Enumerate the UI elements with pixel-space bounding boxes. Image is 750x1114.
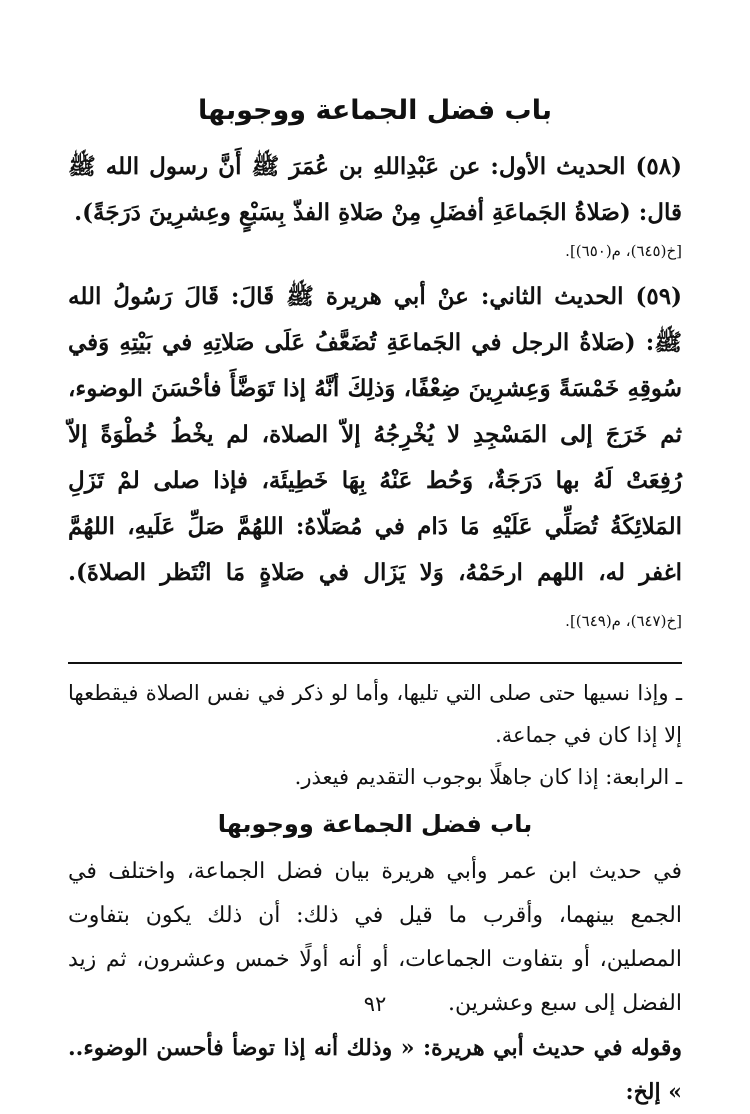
hadith-59-reference: [خ(٦٤٧)، م(٦٤٩)]. xyxy=(565,612,682,630)
commentary-line-2: ـ الرابعة: إذا كان جاهلًا بوجوب التقديم فيعذر. xyxy=(294,765,682,789)
hadith-59-text xyxy=(68,274,682,644)
chapter-title: باب فضل الجماعة ووجوبها xyxy=(198,95,552,126)
commentary-line-1: ـ وإذا نسيها حتى صلى التي تليها، وأما لو ذكر في نفس الصلاة فيقطعها إلا إذا كان في جماعة. xyxy=(68,681,682,747)
hadith-59-body: (٥٩) الحديث الثاني: عنْ أبي هريرة ﷺ قَالَ: قَالَ رَسُولُ الله ﷺ: (صَلاةُ الرجل في الجَماعَةِ تُضَعَّفُ عَلَى صَلاتِهِ في بَيْتِهِ وَفي سُوقِهِ خَمْسَةً وَعِشرِينَ ضِعْفًا، وَذلِكَ أنَّهُ إذا تَوَضَّأَ فأحْسَنَ الوضوء، ثم خَرَجَ إلى المَسْجِدِ لا يُخْرِجُهُ إلاّ الصلاة، لم يخْطُ خُطْوَةً إلاّ رُفِعَتْ لَهُ بها دَرَجَةٌ، وَحُط عَنْهُ بِهَا خَطِيئَة، فإذا صلى لمْ تَزَلِ المَلائِكَةُ تُصَلِّي عَلَيْهِ مَا دَام في مُصَلّاهُ: اللهُمَّ صَلِّ عَلَيهِ، اللهُمَّ اغفر له، اللهم ارحَمْهُ، وَلا يَزَال في صَلاةٍ مَا انْتَظر الصلاةَ). xyxy=(68,283,682,586)
hadith-58-reference: [خ(٦٤٥)، م(٦٥٠)]. xyxy=(565,242,682,260)
page-content xyxy=(68,84,682,1114)
footnote-divider xyxy=(68,662,682,664)
commentary-body-1: في حديث ابن عمر وأبي هريرة بيان فضل الجماعة، واختلف في الجمع بينهما، وأقرب ما قيل في ذلك: أن ذلك يكون بتفاوت المصلين، أو بتفاوت الجماعات، أو أنه أولًا خمس وعشرون، ثم زيد الفضل إلى سبع وعشرين. xyxy=(68,859,682,1016)
commentary-body-2: وقوله في حديث أبي هريرة: « وذلك أنه إذا توضأ فأحسن الوضوء.. » إلخ: xyxy=(68,1035,682,1105)
hadith-58-text: (٥٨) الحديث الأول: عن عَبْدِاللهِ بن عُمَرَ ﷺ أَنَّ رسول الله ﷺ قال: (صَلاةُ الجَماعَةِ أفضَلِ مِنْ صَلاةِ الفذّ بِسَبْعٍ وعِشرِينَ دَرَجَةً). xyxy=(68,153,682,226)
section-title: باب فضل الجماعة ووجوبها xyxy=(217,810,533,838)
page-number: ٩٢ xyxy=(363,992,387,1016)
commentary-section xyxy=(68,672,682,1114)
